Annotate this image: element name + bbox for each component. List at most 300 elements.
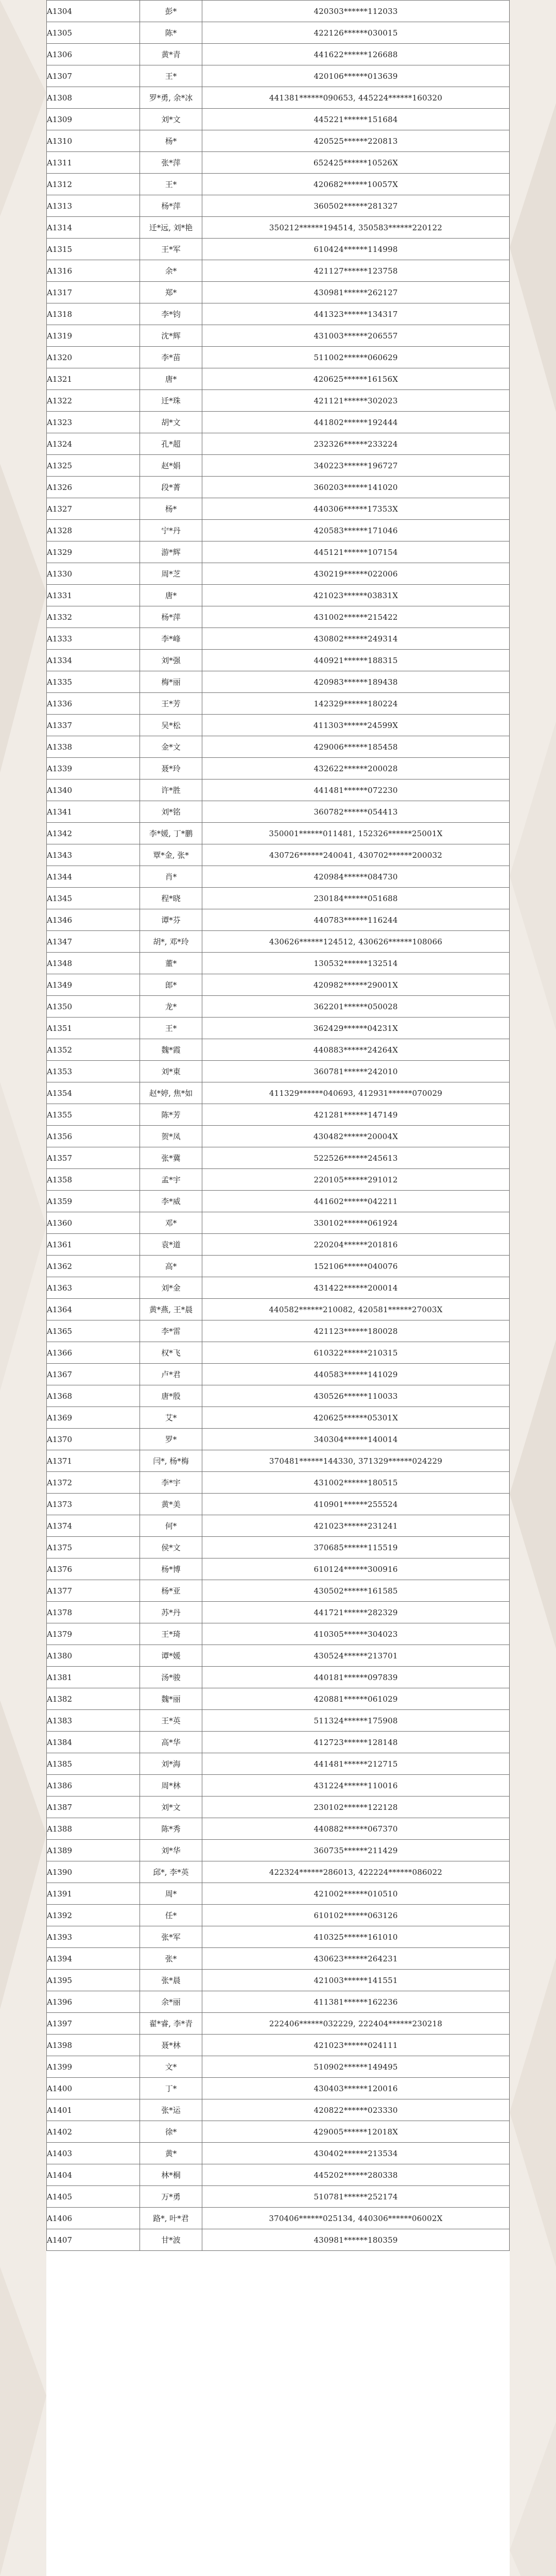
row-name-cell: 陈*芳: [140, 1104, 202, 1126]
row-idnum-cell: 142329******180224: [202, 693, 510, 715]
row-name-cell: 李*宇: [140, 1472, 202, 1494]
row-name-cell: 张*军: [140, 1926, 202, 1948]
table-row: [47, 1710, 510, 1732]
table-row: [47, 174, 510, 195]
row-name-cell: 刘*海: [140, 1753, 202, 1775]
row-idnum-cell: 445121******107154: [202, 541, 510, 563]
table-row: [47, 1948, 510, 1970]
row-name-cell: 黄*美: [140, 1494, 202, 1515]
row-id-cell: A1390: [47, 1861, 140, 1883]
row-idnum-cell: 420822******023330: [202, 2099, 510, 2121]
row-name-cell: 胡*文: [140, 412, 202, 433]
table-row: [47, 823, 510, 844]
row-name-cell: 杨*博: [140, 1558, 202, 1580]
row-idnum-cell: 431002******180515: [202, 1472, 510, 1494]
row-idnum-cell: 420106******013639: [202, 65, 510, 87]
row-idnum-cell: 360502******281327: [202, 195, 510, 217]
row-name-cell: 郎*: [140, 974, 202, 996]
row-name-cell: 陈*: [140, 22, 202, 44]
row-name-cell: 罗*: [140, 1429, 202, 1450]
row-name-cell: 侯*文: [140, 1537, 202, 1558]
row-idnum-cell: 441481******072230: [202, 779, 510, 801]
table-row: [47, 498, 510, 520]
row-id-cell: A1403: [47, 2143, 140, 2164]
table-row: [47, 1818, 510, 1840]
row-name-cell: 宁*丹: [140, 520, 202, 541]
table-row: [47, 239, 510, 260]
row-idnum-cell: 441602******042211: [202, 1191, 510, 1212]
row-idnum-cell: 421121******302023: [202, 390, 510, 412]
table-row: [47, 282, 510, 303]
row-idnum-cell: 610102******063126: [202, 1905, 510, 1926]
row-id-cell: A1343: [47, 844, 140, 866]
row-id-cell: A1337: [47, 715, 140, 736]
table-row: [47, 152, 510, 174]
row-idnum-cell: 430526******110033: [202, 1385, 510, 1407]
row-idnum-cell: 370685******115519: [202, 1537, 510, 1558]
table-row: [47, 303, 510, 325]
table-row: [47, 2099, 510, 2121]
row-name-cell: 黄*: [140, 2143, 202, 2164]
table-row: [47, 1407, 510, 1429]
table-row: [47, 1104, 510, 1126]
row-idnum-cell: 420583******171046: [202, 520, 510, 541]
row-id-cell: A1335: [47, 671, 140, 693]
row-idnum-cell: 421023******231241: [202, 1515, 510, 1537]
row-name-cell: 文*: [140, 2056, 202, 2078]
row-idnum-cell: 360781******242010: [202, 1061, 510, 1082]
row-id-cell: A1318: [47, 303, 140, 325]
table-row: [47, 1, 510, 22]
row-name-cell: 许*胜: [140, 779, 202, 801]
row-id-cell: A1375: [47, 1537, 140, 1558]
row-id-cell: A1357: [47, 1147, 140, 1169]
row-name-cell: 周*林: [140, 1775, 202, 1797]
row-name-cell: 李*媛, 丁*鹏: [140, 823, 202, 844]
row-idnum-cell: 430482******20004X: [202, 1126, 510, 1147]
row-idnum-cell: 430623******264231: [202, 1948, 510, 1970]
row-idnum-cell: 610124******300916: [202, 1558, 510, 1580]
row-id-cell: A1307: [47, 65, 140, 87]
row-idnum-cell: 510902******149495: [202, 2056, 510, 2078]
table-row: [47, 1797, 510, 1818]
row-id-cell: A1394: [47, 1948, 140, 1970]
table-row: [47, 1494, 510, 1515]
row-name-cell: 路*, 叶*君: [140, 2208, 202, 2229]
row-idnum-cell: 350001******011481, 152326******25001X: [202, 823, 510, 844]
row-name-cell: 罗*勇, 余*冰: [140, 87, 202, 109]
table-row: [47, 1364, 510, 1385]
row-name-cell: 刘*文: [140, 109, 202, 130]
table-row: [47, 1256, 510, 1277]
row-id-cell: A1317: [47, 282, 140, 303]
row-id-cell: A1383: [47, 1710, 140, 1732]
table-row: [47, 1970, 510, 1991]
row-idnum-cell: 430402******213534: [202, 2143, 510, 2164]
row-name-cell: 金*文: [140, 736, 202, 758]
row-id-cell: A1350: [47, 996, 140, 1018]
row-idnum-cell: 130532******132514: [202, 953, 510, 974]
row-idnum-cell: 430626******124512, 430626******108066: [202, 931, 510, 953]
row-id-cell: A1378: [47, 1602, 140, 1623]
row-idnum-cell: 441802******192444: [202, 412, 510, 433]
table-row: [47, 715, 510, 736]
row-id-cell: A1314: [47, 217, 140, 239]
row-id-cell: A1325: [47, 455, 140, 477]
row-idnum-cell: 411381******162236: [202, 1991, 510, 2013]
row-id-cell: A1371: [47, 1450, 140, 1472]
row-name-cell: 赵*娟: [140, 455, 202, 477]
table-row: [47, 390, 510, 412]
row-idnum-cell: 421023******03831X: [202, 585, 510, 606]
row-idnum-cell: 220204******201816: [202, 1234, 510, 1256]
table-row: [47, 801, 510, 823]
table-row: [47, 866, 510, 888]
row-id-cell: A1348: [47, 953, 140, 974]
table-row: [47, 844, 510, 866]
row-id-cell: A1328: [47, 520, 140, 541]
table-row: [47, 1991, 510, 2013]
row-name-cell: 袁*道: [140, 1234, 202, 1256]
row-id-cell: A1370: [47, 1429, 140, 1450]
row-idnum-cell: 440882******067370: [202, 1818, 510, 1840]
row-idnum-cell: 441721******282329: [202, 1602, 510, 1623]
table-row: [47, 1472, 510, 1494]
row-name-cell: 刘*文: [140, 1797, 202, 1818]
row-id-cell: A1344: [47, 866, 140, 888]
row-idnum-cell: 411303******24599X: [202, 715, 510, 736]
table-row: [47, 130, 510, 152]
row-idnum-cell: 440883******24264X: [202, 1039, 510, 1061]
table-row: [47, 779, 510, 801]
row-name-cell: 龙*: [140, 996, 202, 1018]
table-row: [47, 974, 510, 996]
row-idnum-cell: 440306******17353X: [202, 498, 510, 520]
table-row: [47, 217, 510, 239]
row-idnum-cell: 421127******123758: [202, 260, 510, 282]
row-name-cell: 黄*燕, 王*晨: [140, 1299, 202, 1320]
row-id-cell: A1386: [47, 1775, 140, 1797]
row-id-cell: A1354: [47, 1082, 140, 1104]
table-row: [47, 953, 510, 974]
row-id-cell: A1313: [47, 195, 140, 217]
row-id-cell: A1352: [47, 1039, 140, 1061]
row-id-cell: A1396: [47, 1991, 140, 2013]
row-id-cell: A1365: [47, 1320, 140, 1342]
row-id-cell: A1308: [47, 87, 140, 109]
row-name-cell: 徐*: [140, 2121, 202, 2143]
row-name-cell: 程*晓: [140, 888, 202, 909]
row-id-cell: A1392: [47, 1905, 140, 1926]
row-name-cell: 林*桐: [140, 2164, 202, 2186]
row-id-cell: A1372: [47, 1472, 140, 1494]
row-idnum-cell: 410325******161010: [202, 1926, 510, 1948]
row-name-cell: 杨*萍: [140, 195, 202, 217]
table-row: [47, 260, 510, 282]
row-idnum-cell: 610424******114998: [202, 239, 510, 260]
table-row: [47, 1537, 510, 1558]
row-id-cell: A1356: [47, 1126, 140, 1147]
row-idnum-cell: 350212******194514, 350583******220122: [202, 217, 510, 239]
table-row: [47, 1126, 510, 1147]
table-row: [47, 87, 510, 109]
row-name-cell: 杨*萍: [140, 606, 202, 628]
row-id-cell: A1324: [47, 433, 140, 455]
row-id-cell: A1347: [47, 931, 140, 953]
table-row: [47, 1580, 510, 1602]
row-idnum-cell: 420984******084730: [202, 866, 510, 888]
row-idnum-cell: 441481******212715: [202, 1753, 510, 1775]
row-name-cell: 刘*铭: [140, 801, 202, 823]
table-row: [47, 65, 510, 87]
table-row: [47, 606, 510, 628]
row-idnum-cell: 610322******210315: [202, 1342, 510, 1364]
roster-sheet: [46, 0, 510, 2576]
table-row: [47, 736, 510, 758]
row-idnum-cell: 445202******280338: [202, 2164, 510, 2186]
row-name-cell: 吴*松: [140, 715, 202, 736]
table-row: [47, 888, 510, 909]
row-id-cell: A1385: [47, 1753, 140, 1775]
table-row: [47, 1169, 510, 1191]
row-id-cell: A1306: [47, 44, 140, 65]
row-name-cell: 魏*丽: [140, 1688, 202, 1710]
row-id-cell: A1366: [47, 1342, 140, 1364]
row-name-cell: 李*钧: [140, 303, 202, 325]
row-idnum-cell: 430403******120016: [202, 2078, 510, 2099]
table-row: [47, 520, 510, 541]
row-name-cell: 翟*睿, 李*青: [140, 2013, 202, 2035]
row-idnum-cell: 429006******185458: [202, 736, 510, 758]
row-name-cell: 李*威: [140, 1191, 202, 1212]
row-id-cell: A1368: [47, 1385, 140, 1407]
row-name-cell: 杨*: [140, 498, 202, 520]
row-id-cell: A1380: [47, 1645, 140, 1667]
row-id-cell: A1341: [47, 801, 140, 823]
table-row: [47, 2229, 510, 2251]
row-name-cell: 刘*华: [140, 1840, 202, 1861]
table-row: [47, 1234, 510, 1256]
row-name-cell: 万*勇: [140, 2186, 202, 2208]
table-row: [47, 1688, 510, 1710]
row-name-cell: 孟*宇: [140, 1169, 202, 1191]
table-row: [47, 2143, 510, 2164]
row-name-cell: 杨*亚: [140, 1580, 202, 1602]
row-name-cell: 周*: [140, 1883, 202, 1905]
row-id-cell: A1304: [47, 1, 140, 22]
row-idnum-cell: 441381******090653, 445224******160320: [202, 87, 510, 109]
table-row: [47, 195, 510, 217]
table-row: [47, 1342, 510, 1364]
row-name-cell: 高*华: [140, 1732, 202, 1753]
row-idnum-cell: 230184******051688: [202, 888, 510, 909]
row-id-cell: A1389: [47, 1840, 140, 1861]
row-idnum-cell: 431422******200014: [202, 1277, 510, 1299]
row-name-cell: 王*: [140, 1018, 202, 1039]
row-idnum-cell: 330102******061924: [202, 1212, 510, 1234]
row-name-cell: 段*菁: [140, 477, 202, 498]
row-name-cell: 余*丽: [140, 1991, 202, 2013]
row-idnum-cell: 440582******210082, 420581******27003X: [202, 1299, 510, 1320]
row-idnum-cell: 445221******151684: [202, 109, 510, 130]
row-id-cell: A1315: [47, 239, 140, 260]
row-name-cell: 迁*远, 刘*艳: [140, 217, 202, 239]
row-id-cell: A1316: [47, 260, 140, 282]
row-name-cell: 覃*金, 张*: [140, 844, 202, 866]
row-name-cell: 甘*波: [140, 2229, 202, 2251]
row-name-cell: 刘*强: [140, 650, 202, 671]
row-id-cell: A1311: [47, 152, 140, 174]
table-row: [47, 1299, 510, 1320]
row-idnum-cell: 420625******05301X: [202, 1407, 510, 1429]
row-id-cell: A1340: [47, 779, 140, 801]
table-row: [47, 1061, 510, 1082]
row-idnum-cell: 440783******116244: [202, 909, 510, 931]
row-id-cell: A1363: [47, 1277, 140, 1299]
row-idnum-cell: 430981******262127: [202, 282, 510, 303]
row-id-cell: A1391: [47, 1883, 140, 1905]
row-id-cell: A1395: [47, 1970, 140, 1991]
row-id-cell: A1358: [47, 1169, 140, 1191]
row-name-cell: 魏*霞: [140, 1039, 202, 1061]
row-idnum-cell: 420983******189438: [202, 671, 510, 693]
row-name-cell: 张*: [140, 1948, 202, 1970]
table-row: [47, 1926, 510, 1948]
row-id-cell: A1349: [47, 974, 140, 996]
row-name-cell: 邱*, 李*英: [140, 1861, 202, 1883]
row-id-cell: A1355: [47, 1104, 140, 1126]
table-row: [47, 758, 510, 779]
row-id-cell: A1323: [47, 412, 140, 433]
table-row: [47, 1039, 510, 1061]
row-idnum-cell: 432622******200028: [202, 758, 510, 779]
table-row: [47, 2186, 510, 2208]
table-row: [47, 1602, 510, 1623]
row-idnum-cell: 441622******126688: [202, 44, 510, 65]
row-id-cell: A1320: [47, 347, 140, 368]
table-row: [47, 1732, 510, 1753]
row-name-cell: 赵*婷, 焦*如: [140, 1082, 202, 1104]
table-row: [47, 1623, 510, 1645]
roster-table: [46, 0, 510, 2251]
row-idnum-cell: 511002******060629: [202, 347, 510, 368]
row-idnum-cell: 441323******134317: [202, 303, 510, 325]
row-name-cell: 艾*: [140, 1407, 202, 1429]
row-id-cell: A1321: [47, 368, 140, 390]
table-row: [47, 1753, 510, 1775]
row-id-cell: A1400: [47, 2078, 140, 2099]
table-row: [47, 1558, 510, 1580]
row-id-cell: A1406: [47, 2208, 140, 2229]
table-row: [47, 1883, 510, 1905]
table-row: [47, 22, 510, 44]
row-id-cell: A1333: [47, 628, 140, 650]
row-id-cell: A1387: [47, 1797, 140, 1818]
row-idnum-cell: 431002******215422: [202, 606, 510, 628]
row-name-cell: 谭*芬: [140, 909, 202, 931]
row-name-cell: 孔*超: [140, 433, 202, 455]
row-idnum-cell: 412723******128148: [202, 1732, 510, 1753]
row-id-cell: A1399: [47, 2056, 140, 2078]
row-idnum-cell: 652425******10526X: [202, 152, 510, 174]
table-row: [47, 44, 510, 65]
row-id-cell: A1393: [47, 1926, 140, 1948]
row-name-cell: 王*军: [140, 239, 202, 260]
table-row: [47, 1429, 510, 1450]
row-idnum-cell: 411329******040693, 412931******070029: [202, 1082, 510, 1104]
table-row: [47, 650, 510, 671]
row-name-cell: 闫*, 杨*梅: [140, 1450, 202, 1472]
row-id-cell: A1367: [47, 1364, 140, 1385]
table-row: [47, 412, 510, 433]
table-row: [47, 996, 510, 1018]
table-row: [47, 1147, 510, 1169]
row-name-cell: 郑*: [140, 282, 202, 303]
row-name-cell: 任*: [140, 1905, 202, 1926]
table-row: [47, 1861, 510, 1883]
row-id-cell: A1407: [47, 2229, 140, 2251]
table-row: [47, 909, 510, 931]
table-row: [47, 109, 510, 130]
row-idnum-cell: 430802******249314: [202, 628, 510, 650]
row-id-cell: A1377: [47, 1580, 140, 1602]
table-row: [47, 563, 510, 585]
row-name-cell: 李*雷: [140, 1320, 202, 1342]
row-name-cell: 陈*秀: [140, 1818, 202, 1840]
row-idnum-cell: 362429******04231X: [202, 1018, 510, 1039]
table-row: [47, 2164, 510, 2186]
row-id-cell: A1379: [47, 1623, 140, 1645]
row-id-cell: A1312: [47, 174, 140, 195]
row-id-cell: A1388: [47, 1818, 140, 1840]
row-name-cell: 王*英: [140, 1710, 202, 1732]
table-row: [47, 2121, 510, 2143]
row-id-cell: A1332: [47, 606, 140, 628]
table-row: [47, 1320, 510, 1342]
row-name-cell: 张*萍: [140, 152, 202, 174]
row-name-cell: 胡*, 邓*玲: [140, 931, 202, 953]
table-row: [47, 2208, 510, 2229]
row-idnum-cell: 222406******032229, 222404******230218: [202, 2013, 510, 2035]
row-idnum-cell: 421003******141551: [202, 1970, 510, 1991]
table-row: [47, 585, 510, 606]
row-idnum-cell: 421002******010510: [202, 1883, 510, 1905]
row-id-cell: A1402: [47, 2121, 140, 2143]
row-name-cell: 杨*: [140, 130, 202, 152]
row-name-cell: 权*飞: [140, 1342, 202, 1364]
row-name-cell: 肖*: [140, 866, 202, 888]
row-id-cell: A1330: [47, 563, 140, 585]
row-id-cell: A1397: [47, 2013, 140, 2035]
row-name-cell: 贺*凤: [140, 1126, 202, 1147]
row-name-cell: 董*: [140, 953, 202, 974]
row-id-cell: A1329: [47, 541, 140, 563]
row-id-cell: A1322: [47, 390, 140, 412]
row-idnum-cell: 232326******233224: [202, 433, 510, 455]
row-id-cell: A1369: [47, 1407, 140, 1429]
row-name-cell: 唐*: [140, 585, 202, 606]
table-row: [47, 1018, 510, 1039]
row-id-cell: A1381: [47, 1667, 140, 1688]
table-row: [47, 1385, 510, 1407]
row-id-cell: A1361: [47, 1234, 140, 1256]
row-idnum-cell: 340304******140014: [202, 1429, 510, 1450]
row-idnum-cell: 420682******10057X: [202, 174, 510, 195]
row-idnum-cell: 421123******180028: [202, 1320, 510, 1342]
table-row: [47, 455, 510, 477]
row-name-cell: 丁*: [140, 2078, 202, 2099]
table-row: [47, 2013, 510, 2035]
